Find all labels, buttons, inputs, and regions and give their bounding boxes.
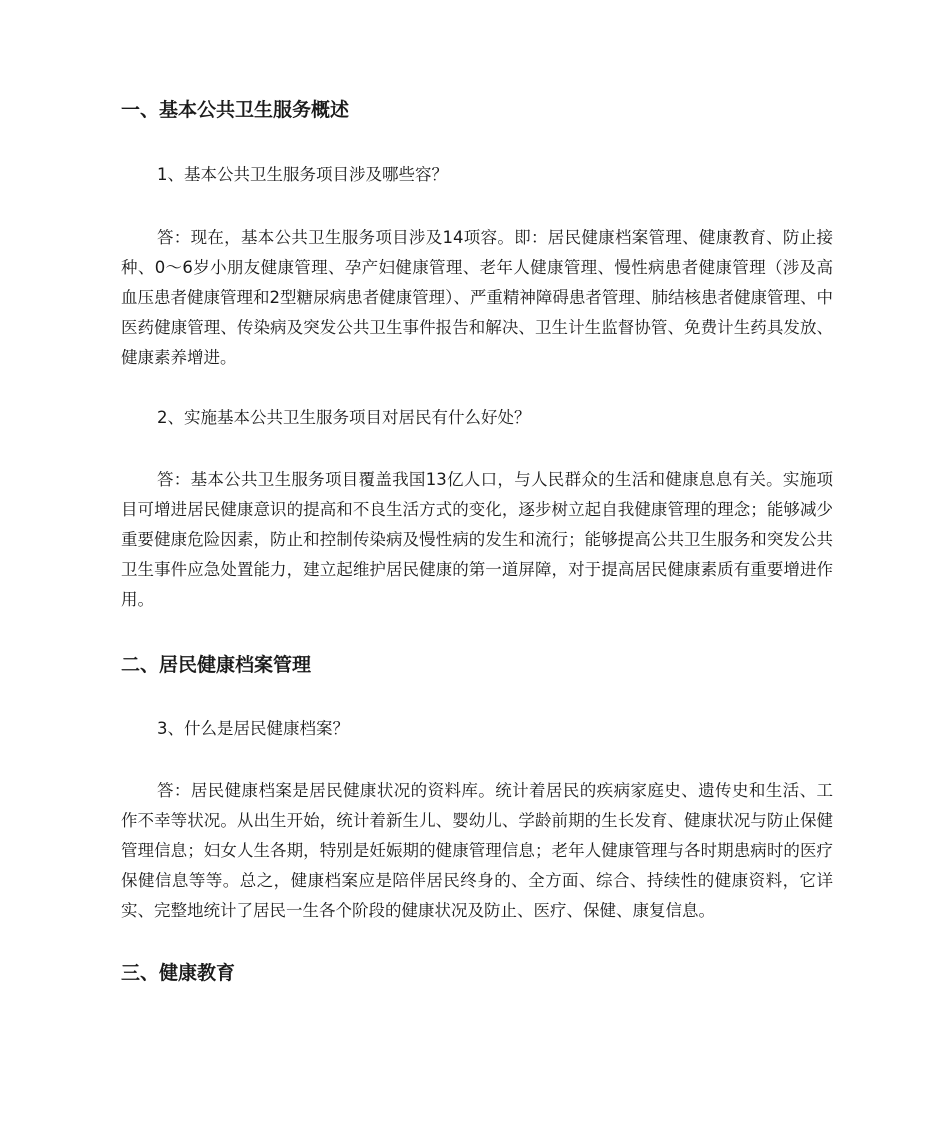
question-3: 3、什么是居民健康档案？ — [157, 719, 349, 738]
section-heading-overview: 一、基本公共卫生服务概述 — [121, 99, 350, 121]
answer-2: 答：基本公共卫生服务项目覆盖我国13亿人口，与人民群众的生活和健康息息有关。实施项目可增进居民健康意识的提高和不良生活方式的变化，逐步树立起自我健康管理的理念；能够减少重要健康危险因素，防止和控制传染病及慢性病的发生和流行；能够提高公共卫生服务和突发公共卫生事件应急处置能力，建立起维护居民健康的第一道屏障，对于提高居民健康素质有重要增进作用。 — [121, 470, 833, 609]
document-page — [121, 96, 833, 987]
section-heading-health-records: 二、居民健康档案管理 — [121, 654, 312, 676]
question-1: 1、基本公共卫生服务项目涉及哪些容？ — [157, 165, 448, 184]
section-heading-health-education: 三、健康教育 — [121, 962, 236, 984]
answer-1: 答：现在，基本公共卫生服务项目涉及14项容。即：居民健康档案管理、健康教育、防止接种、0～6岁小朋友健康管理、孕产妇健康管理、老年人健康管理、慢性病患者健康管理（涉及高血压患者健康管理和2型糖尿病患者健康管理）、严重精神障碍患者管理、肺结核患者健康管理、中医药健康管理、传染病及突发公共卫生事件报告和解决、卫生计生监督协管、免费计生药具发放、健康素养增进。 — [121, 228, 833, 367]
answer-3: 答：居民健康档案是居民健康状况的资料库。统计着居民的疾病家庭史、遗传史和生活、工作不幸等状况。从出生开始，统计着新生儿、婴幼儿、学龄前期的生长发育、健康状况与防止保健管理信息；妇女人生各期，特别是妊娠期的健康管理信息；老年人健康管理与各时期患病时的医疗保健信息等等。总之，健康档案应是陪伴居民终身的、全方面、综合、持续性的健康资料，它详实、完整地统计了居民一生各个阶段的健康状况及防止、医疗、保健、康复信息。 — [121, 781, 833, 920]
question-2: 2、实施基本公共卫生服务项目对居民有什么好处？ — [157, 408, 531, 427]
